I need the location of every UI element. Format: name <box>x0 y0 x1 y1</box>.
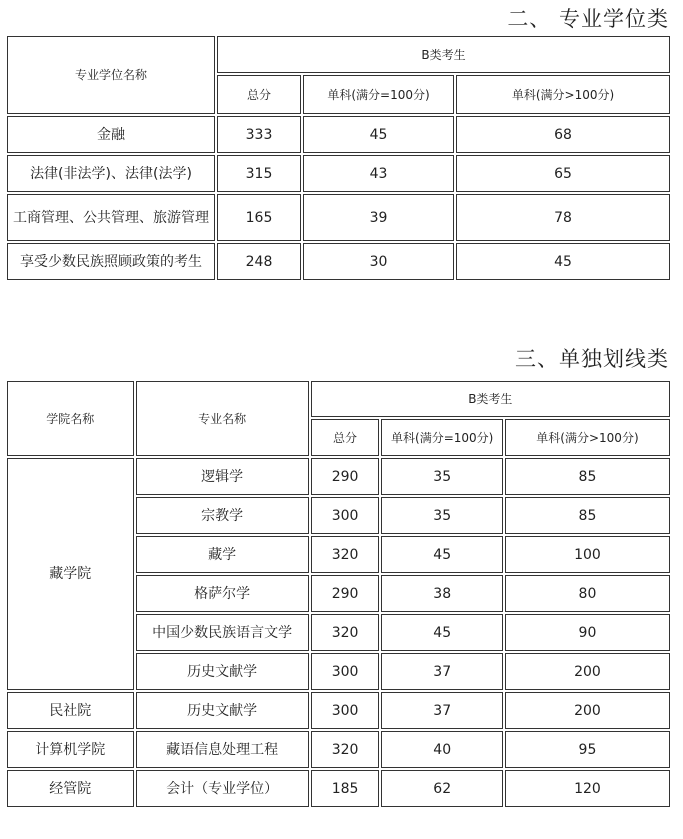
single-score-gt100: 80 <box>505 575 670 612</box>
section3-title: 三、单独划线类 <box>515 347 669 371</box>
total-score: 300 <box>311 692 380 729</box>
major-name: 藏学 <box>136 536 309 573</box>
total-score: 320 <box>311 731 380 768</box>
single-score-100: 43 <box>303 155 454 192</box>
table-row <box>7 692 670 729</box>
total-score: 248 <box>217 243 301 280</box>
single-score-gt100: 100 <box>505 536 670 573</box>
table-row <box>7 458 670 495</box>
single-score-gt100: 200 <box>505 653 670 690</box>
single-score-gt100: 78 <box>456 194 670 241</box>
header-single-gt100: 单科(满分>100分) <box>505 419 670 456</box>
header-total: 总分 <box>311 419 380 456</box>
single-score-gt100: 120 <box>505 770 670 807</box>
single-score-100: 62 <box>381 770 502 807</box>
single-score-gt100: 68 <box>456 116 670 153</box>
single-score-100: 37 <box>381 653 502 690</box>
single-score-100: 35 <box>381 497 502 534</box>
total-score: 333 <box>217 116 301 153</box>
single-score-100: 39 <box>303 194 454 241</box>
header-college-name: 学院名称 <box>7 381 134 456</box>
table-row <box>7 194 670 241</box>
total-score: 315 <box>217 155 301 192</box>
single-score-100: 45 <box>381 536 502 573</box>
college-name: 藏学院 <box>7 458 134 690</box>
degree-name: 享受少数民族照顾政策的考生 <box>7 243 215 280</box>
header-major-name: 专业名称 <box>136 381 309 456</box>
degree-name: 工商管理、公共管理、旅游管理 <box>7 194 215 241</box>
header-total: 总分 <box>217 75 301 114</box>
major-name: 会计（专业学位） <box>136 770 309 807</box>
total-score: 165 <box>217 194 301 241</box>
section2-title: 二、 专业学位类 <box>507 7 669 31</box>
header-single-100: 单科(满分=100分) <box>303 75 454 114</box>
college-name: 民社院 <box>7 692 134 729</box>
major-name: 宗教学 <box>136 497 309 534</box>
table-row <box>7 731 670 768</box>
header-b-group: B类考生 <box>217 36 670 73</box>
major-name: 格萨尔学 <box>136 575 309 612</box>
total-score: 300 <box>311 497 380 534</box>
major-name: 中国少数民族语言文学 <box>136 614 309 651</box>
total-score: 290 <box>311 575 380 612</box>
single-score-100: 45 <box>303 116 454 153</box>
single-score-100: 30 <box>303 243 454 280</box>
college-name: 计算机学院 <box>7 731 134 768</box>
total-score: 320 <box>311 614 380 651</box>
major-name: 历史文献学 <box>136 692 309 729</box>
header-b-group: B类考生 <box>311 381 670 417</box>
single-score-gt100: 85 <box>505 497 670 534</box>
single-score-100: 45 <box>381 614 502 651</box>
total-score: 290 <box>311 458 380 495</box>
single-score-gt100: 85 <box>505 458 670 495</box>
header-single-gt100: 单科(满分>100分) <box>456 75 670 114</box>
major-name: 历史文献学 <box>136 653 309 690</box>
single-score-gt100: 200 <box>505 692 670 729</box>
professional-degree-table <box>5 34 672 282</box>
single-score-100: 38 <box>381 575 502 612</box>
college-name: 经管院 <box>7 770 134 807</box>
single-score-gt100: 95 <box>505 731 670 768</box>
degree-name: 金融 <box>7 116 215 153</box>
single-score-gt100: 45 <box>456 243 670 280</box>
table-row <box>7 243 670 280</box>
single-score-100: 35 <box>381 458 502 495</box>
single-score-100: 40 <box>381 731 502 768</box>
table-row <box>7 155 670 192</box>
total-score: 300 <box>311 653 380 690</box>
table-row <box>7 116 670 153</box>
major-name: 逻辑学 <box>136 458 309 495</box>
header-degree-name: 专业学位名称 <box>7 36 215 114</box>
major-name: 藏语信息处理工程 <box>136 731 309 768</box>
total-score: 185 <box>311 770 380 807</box>
single-score-gt100: 90 <box>505 614 670 651</box>
header-single-100: 单科(满分=100分) <box>381 419 502 456</box>
single-score-gt100: 65 <box>456 155 670 192</box>
degree-name: 法律(非法学)、法律(法学) <box>7 155 215 192</box>
table-row <box>7 770 670 807</box>
single-score-100: 37 <box>381 692 502 729</box>
total-score: 320 <box>311 536 380 573</box>
separate-cutoff-table <box>5 379 672 809</box>
